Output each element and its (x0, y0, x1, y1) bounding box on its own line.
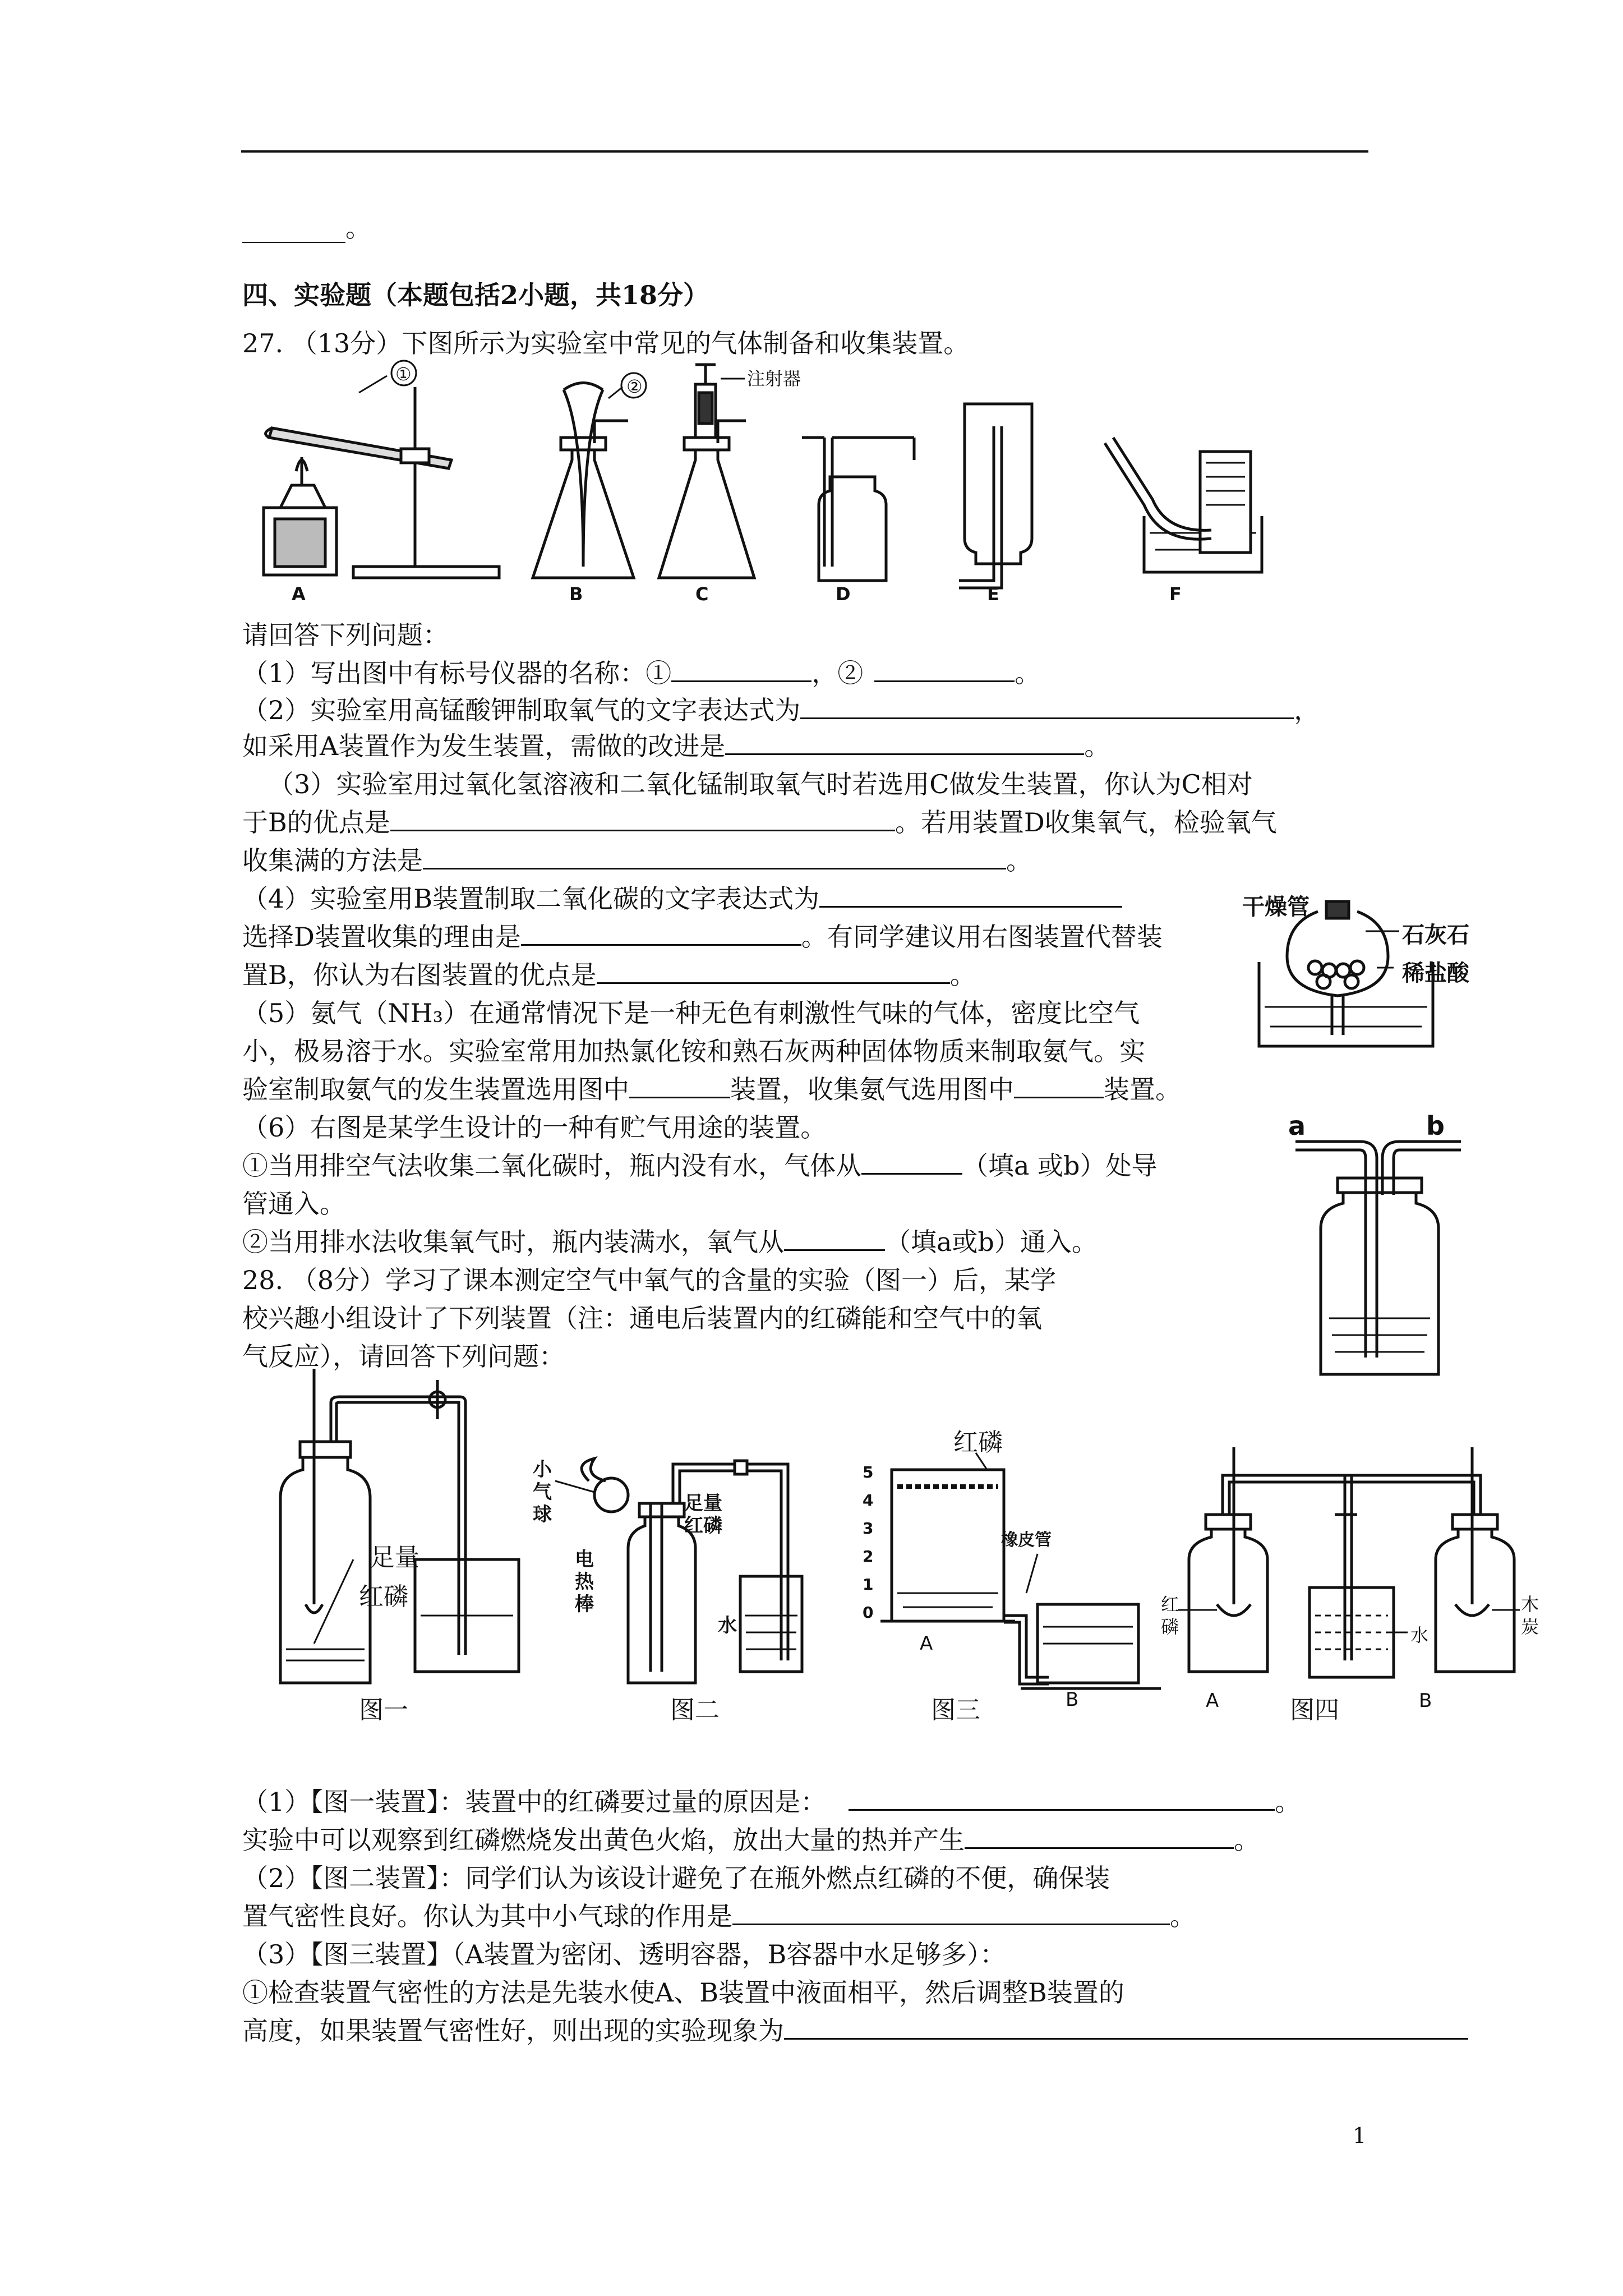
answer-blank-13[interactable] (784, 1227, 885, 1251)
q27-part6-line4: ②当用排水法收集氧气时，瓶内装满水，氧气从 （填a或b）通入。 (242, 1227, 1098, 1257)
previous-answer-blank: ________。 (242, 213, 371, 243)
apparatus-figure-a-f (258, 365, 1267, 611)
q28-part2-line1: （2）【图二装置】：同学们认为该设计避免了在瓶外燃点红磷的不便，确保装 (242, 1863, 1110, 1893)
q28-part3-line2: ①检查装置气密性的方法是先装水使A、B装置中液面相平，然后调整B装置的 (242, 1977, 1124, 2008)
fig4-label-water: 水 (1410, 1625, 1429, 1646)
q27-part3-line1: （3）实验室用过氧化氢溶液和二氧化锰制取氧气时若选用C做发生装置，你认为C相对 (268, 769, 1253, 799)
q27-part6-line3: 管通入。 (242, 1189, 345, 1219)
caption-fig2: 图二 (670, 1696, 720, 1724)
answer-blank-17[interactable] (784, 2016, 1468, 2040)
svg-text:B: B (569, 583, 583, 605)
apparatus-e-inverted-jar (959, 404, 1032, 588)
figure-4-apparatus (1161, 1447, 1539, 1688)
port-b-label: b (1426, 1111, 1445, 1141)
fig3-label-a: A (920, 1632, 933, 1655)
fig3-label-red-phosphorus: 红磷 (953, 1428, 1003, 1457)
q27-part1: （1）写出图中有标号仪器的名称：① ，② 。 (242, 658, 1041, 688)
q27-part5-line2: 小，极易溶于水。实验室常用加热氯化铵和熟石灰两种固体物质来制取氨气。实 (242, 1036, 1145, 1066)
fig4-label-charcoal: 木炭 (1521, 1594, 1539, 1637)
storage-bottle-figure (1281, 1111, 1483, 1380)
fig4-label-a: A (1206, 1690, 1219, 1712)
answer-blank-7[interactable] (819, 884, 1122, 908)
answer-blank-2[interactable] (874, 658, 1015, 682)
answer-blank-5[interactable] (390, 807, 895, 831)
fig2-label-balloon: 小气球 (533, 1458, 552, 1526)
answer-blank-14[interactable] (849, 1787, 1275, 1811)
svg-text:E: E (987, 583, 999, 605)
fig3-scale: 5 4 3 2 1 0 (863, 1463, 874, 1622)
apparatus-f-water-trough (1105, 438, 1262, 572)
q27-part6-line1: （6）右图是某学生设计的一种有贮气用途的装置。 (242, 1112, 827, 1143)
q27-part4-line1: （4）实验室用B装置制取二氧化碳的文字表达式为 (242, 883, 1122, 914)
caption-fig1: 图一 (359, 1696, 408, 1724)
fig1-label-enough: 足量 (370, 1543, 419, 1572)
answer-blank-11[interactable] (1014, 1074, 1104, 1098)
q28-part1-line1: （1）【图一装置】：装置中的红磷要过量的原因是： 。 (242, 1787, 1301, 1817)
syringe-label: 注射器 (747, 368, 801, 389)
answer-blank-4[interactable] (725, 731, 1084, 755)
answer-blank-6[interactable] (423, 845, 1006, 869)
svg-text:C: C (695, 583, 709, 605)
answer-blank-3[interactable] (800, 695, 1294, 719)
q27-part3-line2: 于B的优点是 。若用装置D收集氧气，检验氧气 (242, 807, 1277, 838)
answer-blank-12[interactable] (861, 1151, 962, 1175)
q28-stem-line2: 校兴趣小组设计了下列装置（注：通电后装置内的红磷能和空气中的氧 (242, 1303, 1042, 1333)
drying-tube-figure (1242, 889, 1523, 1057)
svg-text:F: F (1169, 583, 1182, 605)
q27-part2-line2: 如采用A装置作为发生装置，需做的改进是 。 (242, 731, 1110, 761)
q27-part4-line3: 置B，你认为右图装置的优点是 。 (242, 960, 976, 990)
fig2-label-water: 水 (718, 1614, 737, 1637)
answer-blank-16[interactable] (732, 1901, 1170, 1925)
q27-stem: 27. （13分）下图所示为实验室中常见的气体制备和收集装置。 (242, 328, 970, 358)
q28-part3-line3: 高度，如果装置气密性好，则出现的实验现象为 (242, 2015, 1468, 2046)
fig2-label-heating-rod: 电热棒 (575, 1548, 594, 1616)
apparatus-c-flask-syringe (659, 365, 754, 578)
apparatus-d-gas-jar (802, 438, 914, 581)
dilute-hcl-label: 稀盐酸 (1402, 960, 1469, 986)
port-a-label: a (1288, 1111, 1306, 1141)
q28-stem-line3: 气反应），请回答下列问题： (242, 1341, 565, 1372)
page-number: 1 (1353, 2123, 1367, 2148)
caption-fig4: 图四 (1290, 1696, 1339, 1724)
header-rule (241, 150, 1368, 153)
answer-blank-1[interactable] (671, 658, 811, 682)
fig4-label-b: B (1419, 1690, 1432, 1712)
figure-2-apparatus (533, 1447, 808, 1688)
mark-2: ② (626, 376, 643, 397)
svg-text:A: A (292, 583, 306, 605)
q28-part1-line2: 实验中可以观察到红磷燃烧发出黄色火焰，放出大量的热并产生 。 (242, 1825, 1260, 1855)
fig4-label-red-phosphorus: 红磷 (1161, 1594, 1179, 1637)
q27-part5-line1: （5）氨气（NH₃）在通常情况下是一种无色有刺激性气味的气体，密度比空气 (242, 998, 1140, 1028)
apparatus-a-heating-tube (264, 361, 499, 578)
drying-tube-label: 干燥管 (1242, 894, 1310, 920)
fig3-label-b: B (1066, 1688, 1079, 1711)
q27-prompt: 请回答下列问题： (242, 620, 449, 650)
answer-blank-10[interactable] (629, 1074, 730, 1098)
q27-part4-line2: 选择D装置收集的理由是 。有同学建议用右图装置代替装 (242, 922, 1163, 952)
answer-blank-15[interactable] (965, 1825, 1234, 1849)
answer-blank-9[interactable] (597, 960, 950, 984)
q28-stem-line1: 28. （8分）学习了课本测定空气中氧气的含量的实验（图一）后，某学 (242, 1265, 1057, 1295)
limestone-label: 石灰石 (1402, 922, 1469, 948)
section-title: 四、实验题（本题包括2小题，共18分） (242, 280, 709, 310)
caption-fig3: 图三 (931, 1696, 980, 1724)
q27-part6-line2: ①当用排空气法收集二氧化碳时，瓶内没有水，气体从 （填a 或b）处导 (242, 1151, 1158, 1181)
q27-part2-line1: （2）实验室用高锰酸钾制取氧气的文字表达式为 ， (242, 695, 1320, 725)
answer-blank-8[interactable] (521, 922, 801, 946)
mark-1: ① (395, 364, 412, 385)
q27-part3-line3: 收集满的方法是 。 (242, 845, 1032, 876)
fig2-label-red-phosphorus: 足量红磷 (684, 1492, 722, 1537)
fig3-label-rubber-tube: 橡皮管 (1001, 1530, 1052, 1550)
q28-part3-line1: （3）【图三装置】（A装置为密闭、透明容器，B容器中水足够多）： (242, 1939, 1006, 1970)
q28-part2-line2: 置气密性良好。你认为其中小气球的作用是 。 (242, 1901, 1196, 1931)
q27-part5-line3: 验室制取氨气的发生装置选用图中 装置，收集氨气选用图中 装置。 (242, 1074, 1181, 1105)
figure-1-apparatus (269, 1369, 533, 1688)
fig1-label-red-phosphorus: 红磷 (359, 1582, 408, 1611)
svg-text:D: D (836, 583, 851, 605)
apparatus-b-flask-funnel (533, 373, 646, 578)
